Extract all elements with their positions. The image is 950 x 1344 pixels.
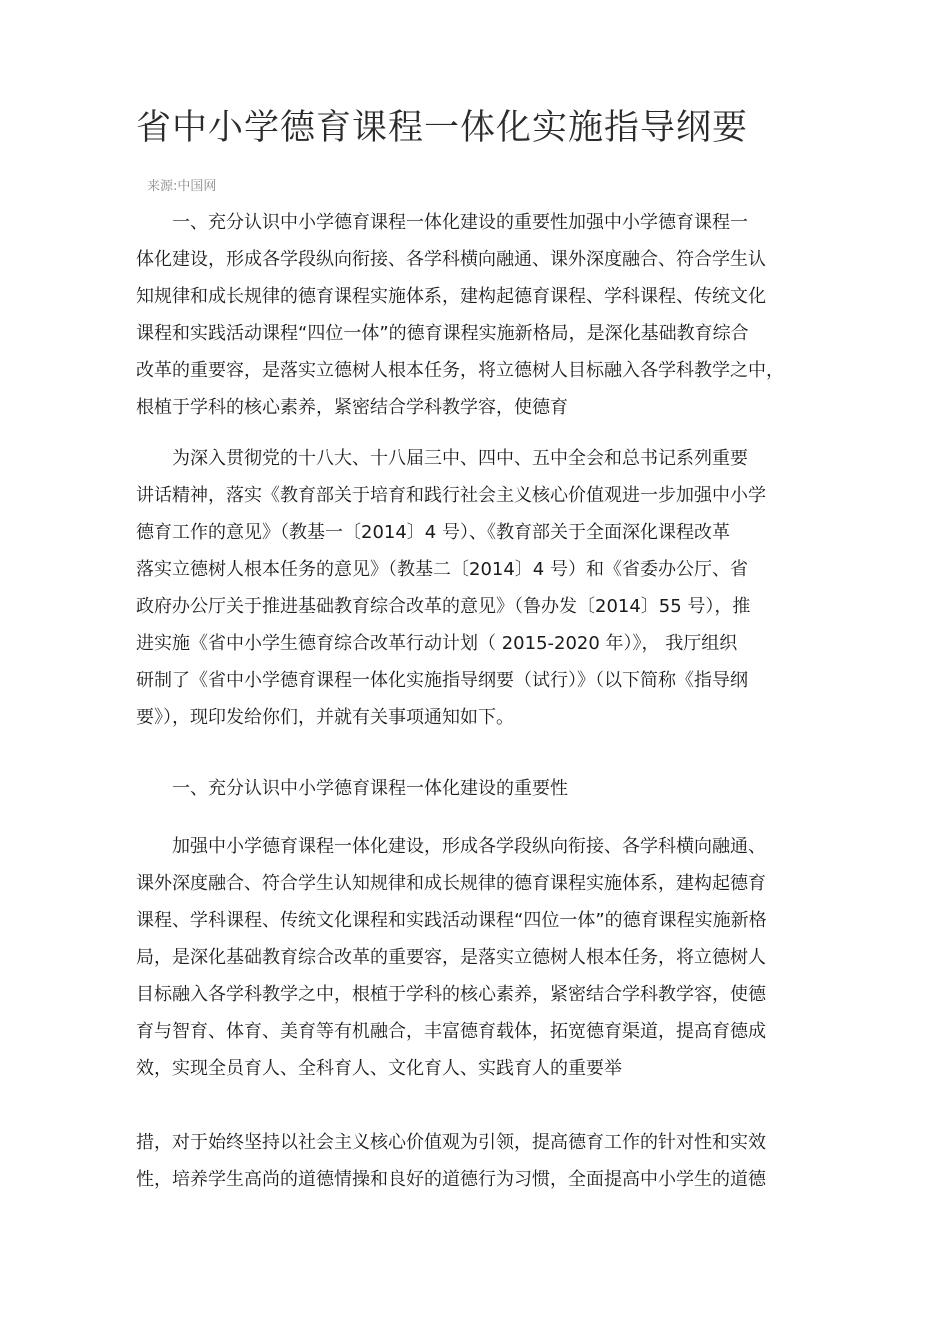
paragraph-line: 局，是深化基础教育综合改革的重要容，是落实立德树人根本任务，将立德树人 bbox=[136, 947, 766, 968]
paragraph-line: 研制了《省中小学德育课程一体化实施指导纲要（试行）》（以下简称《指导纲 bbox=[136, 670, 748, 691]
paragraph-line: 体化建设，形成各学段纵向衔接、各学科横向融通、课外深度融合、符合学生认 bbox=[136, 249, 766, 270]
paragraph-line: 课程、学科课程、传统文化课程和实践活动课程“四位一体”的德育课程实施新格 bbox=[136, 910, 767, 931]
paragraph-line: 性，培养学生高尚的道德情操和良好的道德行为习惯，全面提高中小学生的道德 bbox=[136, 1169, 766, 1190]
paragraph-line: 德育工作的意见》（教基一〔2014〕4 号）、《教育部关于全面深化课程改革 bbox=[136, 522, 730, 543]
paragraph-2 bbox=[136, 440, 816, 736]
paragraph-line: 育与智育、体育、美育等有机融合，丰富德育载体，拓宽德育渠道，提高育德成 bbox=[136, 1021, 766, 1042]
paragraph-line: 落实立德树人根本任务的意见》（教基二〔2014〕4 号）和《省委办公厅、省 bbox=[136, 559, 748, 580]
paragraph-line: 一、充分认识中小学德育课程一体化建设的重要性加强中小学德育课程一 bbox=[136, 212, 748, 233]
paragraph-line: 措，对于始终坚持以社会主义核心价值观为引领，提高德育工作的针对性和实效 bbox=[136, 1132, 766, 1153]
document-source: 来源:中国网 bbox=[147, 179, 217, 194]
paragraph-line: 改革的重要容，是落实立德树人根本任务，将立德树人目标融入各学科教学之中， bbox=[136, 360, 784, 381]
paragraph-line: 政府办公厅关于推进基础教育综合改革的意见》（鲁办发〔2014〕55 号），推 bbox=[136, 596, 751, 617]
paragraph-line: 加强中小学德育课程一体化建设，形成各学段纵向衔接、各学科横向融通、 bbox=[136, 836, 766, 857]
paragraph-line: 根植于学科的核心素养，紧密结合学科教学容，使德育 bbox=[136, 397, 568, 418]
paragraph-1 bbox=[136, 204, 816, 426]
paragraph-line: 为深入贯彻党的十八大、十八届三中、四中、五中全会和总书记系列重要 bbox=[136, 448, 748, 469]
paragraph-5 bbox=[136, 1124, 816, 1198]
paragraph-line: 一、充分认识中小学德育课程一体化建设的重要性 bbox=[136, 778, 568, 799]
paragraph-line: 讲话精神，落实《教育部关于培育和践行社会主义核心价值观进一步加强中小学 bbox=[136, 485, 766, 506]
paragraph-line: 目标融入各学科教学之中，根植于学科的核心素养，紧密结合学科教学容，使德 bbox=[136, 984, 766, 1005]
paragraph-4 bbox=[136, 828, 816, 1087]
paragraph-line: 课程和实践活动课程“四位一体”的德育课程实施新格局，是深化基础教育综合 bbox=[136, 323, 749, 344]
document-title: 省中小学德育课程一体化实施指导纲要 bbox=[136, 108, 749, 148]
paragraph-line: 效，实现全员育人、全科育人、文化育人、实践育人的重要举 bbox=[136, 1058, 622, 1079]
paragraph-line: 知规律和成长规律的德育课程实施体系，建构起德育课程、学科课程、传统文化 bbox=[136, 286, 766, 307]
section-heading bbox=[136, 770, 816, 807]
paragraph-line: 进实施《省中小学生德育综合改革行动计划（ 2015-2020 年）》， 我厅组织 bbox=[136, 633, 738, 654]
paragraph-line: 要》），现印发给你们，并就有关事项通知如下。 bbox=[136, 707, 514, 728]
paragraph-line: 课外深度融合、符合学生认知规律和成长规律的德育课程实施体系，建构起德育 bbox=[136, 873, 766, 894]
